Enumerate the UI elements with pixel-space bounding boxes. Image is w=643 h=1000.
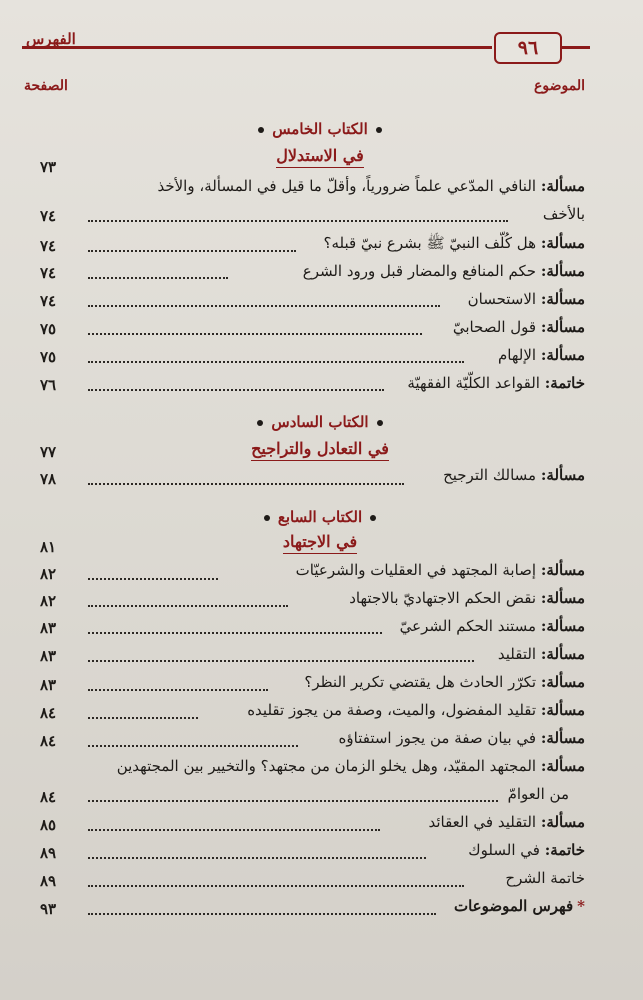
book-title: الكتاب السادس <box>271 413 369 431</box>
leader-dots <box>88 903 436 915</box>
toc-page: ٧٤ <box>40 237 57 255</box>
book-heading <box>150 120 490 138</box>
toc-entry: مسألة: التقليد في العقائد <box>428 813 585 831</box>
leader-dots <box>88 568 218 580</box>
toc-entry: مسألة: الاستحسان <box>467 290 585 308</box>
toc-entry: مسألة: تقليد المفضول، والميت، وصفة من يجوز تقليده <box>247 701 585 719</box>
leader-dots <box>88 240 296 252</box>
bullet-icon <box>370 515 376 521</box>
toc-entry: مسألة: التقليد <box>497 645 585 663</box>
toc-page: ٧٥ <box>40 320 57 338</box>
bullet-icon <box>377 420 383 426</box>
bullet-icon <box>376 127 382 133</box>
chapter-heading <box>150 532 490 554</box>
toc-page: ٨٤ <box>40 788 57 806</box>
toc-entry: مسألة: نقض الحكم الاجتهاديّ بالاجتهاد <box>349 589 585 607</box>
toc-entry: مسألة: إصابة المجتهد في العقليات والشرعيّات <box>295 561 585 579</box>
page-number-frame <box>494 32 562 64</box>
bullet-icon <box>264 515 270 521</box>
bullet-icon <box>258 127 264 133</box>
toc-page: ٧٤ <box>40 292 57 310</box>
chapter-heading <box>150 439 490 461</box>
column-heading-topic: الموضوع <box>534 78 585 94</box>
bullet-icon <box>257 420 263 426</box>
toc-page: ٨٤ <box>40 704 57 722</box>
book-title: الكتاب السابع <box>277 508 363 526</box>
chapter-title: في الاجتهاد <box>283 532 357 554</box>
leader-dots <box>88 295 440 307</box>
toc-entry: مسألة: تكرّر الحادث هل يقتضي تكرير النظر؟ <box>304 673 585 691</box>
toc-entry: مسألة: قول الصحابيّ <box>452 318 585 336</box>
chapter-title: في التعادل والتراجيح <box>251 439 389 461</box>
toc-entry: مسألة: المجتهد المقيّد، وهل يخلو الزمان من مجتهد؟ والتخيير بين المجتهدين <box>116 757 585 775</box>
toc-page: ٨٢ <box>40 592 57 610</box>
leader-dots <box>88 650 474 662</box>
toc-entry: خاتمة: القواعد الكلّيّة الفقهيّة <box>407 374 585 392</box>
leader-dots <box>88 790 498 802</box>
toc-entry: بالأخف <box>542 205 585 223</box>
leader-dots <box>88 595 288 607</box>
leader-dots <box>88 819 380 831</box>
header-rule-left <box>22 46 492 49</box>
toc-page: ٧٥ <box>40 348 57 366</box>
toc-page: ٧٤ <box>40 264 57 282</box>
toc-page: ٧٨ <box>40 470 57 488</box>
leader-dots <box>88 210 508 222</box>
leader-dots <box>88 875 464 887</box>
leader-dots <box>88 323 422 335</box>
toc-page: ٧٣ <box>40 158 57 176</box>
page-number: ٩٦ <box>517 37 539 59</box>
toc-entry: مسألة: هل كُلّف النبيّ ﷺ بشرع نبيّ قبله؟ <box>323 234 585 252</box>
toc-page: ٨٣ <box>40 647 57 665</box>
header-rule-right <box>560 46 590 49</box>
leader-dots <box>88 351 464 363</box>
toc-page: ٨٥ <box>40 816 57 834</box>
leader-dots <box>88 707 198 719</box>
running-header-title: الفهرس <box>26 30 76 48</box>
toc-entry: *فهرس الموضوعات <box>453 897 585 915</box>
leader-dots <box>88 679 268 691</box>
toc-entry: مسألة: في بيان صفة من يجوز استفتاؤه <box>338 729 585 747</box>
leader-dots <box>88 473 404 485</box>
leader-dots <box>88 622 382 634</box>
toc-entry: من العوامّ <box>507 785 569 803</box>
chapter-heading <box>150 146 490 168</box>
toc-page: ٨١ <box>40 538 57 556</box>
toc-page: ٨٩ <box>40 844 57 862</box>
toc-page: ٨٩ <box>40 872 57 890</box>
leader-dots <box>88 847 426 859</box>
toc-page: ٧٦ <box>40 376 57 394</box>
toc-entry: مسألة: حكم المنافع والمضار قبل ورود الشرع <box>302 262 585 280</box>
toc-entry: خاتمة: في السلوك <box>468 841 585 859</box>
toc-page: ٩٣ <box>40 900 57 918</box>
toc-page: ٧٤ <box>40 207 57 225</box>
toc-entry: مسألة: النافي المدّعي علماً ضرورياً، وأقلّ ما قيل في المسألة، والأخذ <box>157 177 585 195</box>
book-title: الكتاب الخامس <box>272 120 368 138</box>
toc-page: ٨٣ <box>40 619 57 637</box>
toc-page: ٨٤ <box>40 732 57 750</box>
leader-dots <box>88 379 384 391</box>
leader-dots <box>88 267 228 279</box>
toc-page: ٨٢ <box>40 565 57 583</box>
chapter-title: في الاستدلال <box>276 146 364 168</box>
toc-entry: مسألة: الإلهام <box>498 346 585 364</box>
toc-page: ٨٣ <box>40 676 57 694</box>
toc-entry: مسألة: مستند الحكم الشرعيّ <box>399 617 585 635</box>
toc-page: ٧٧ <box>40 443 57 461</box>
leader-dots <box>88 735 298 747</box>
book-heading <box>150 413 490 431</box>
column-heading-page: الصفحة <box>24 78 68 94</box>
book-heading <box>150 508 490 526</box>
toc-entry: خاتمة الشرح <box>505 869 585 887</box>
toc-entry: مسألة: مسالك الترجيح <box>443 466 585 484</box>
